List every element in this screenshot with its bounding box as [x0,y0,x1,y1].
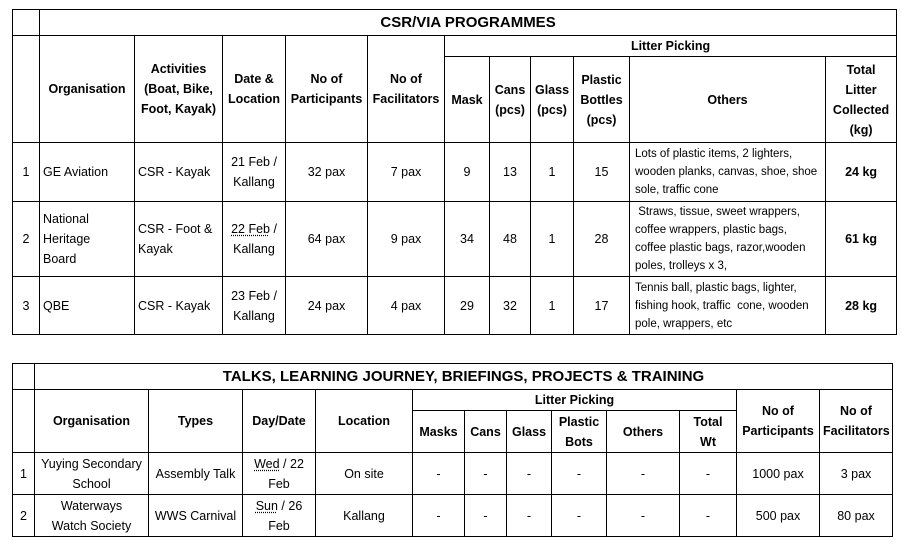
csr-header-no [13,36,40,143]
total-litter-cell: 28 kg [826,277,897,335]
talks-header-cans: Cans [465,411,507,453]
others-cell: Tennis ball, plastic bags, lighter, fishing hook, traffic cone, wooden pole, wrappers, etc [630,277,826,335]
location-cell: On site [316,453,413,495]
row-number: 2 [13,202,40,277]
csr-header-glass: Glass (pcs) [531,57,574,143]
glass-cell: - [507,495,552,537]
row-number: 3 [13,277,40,335]
daydate-cell: Wed / 22 Feb [243,453,316,495]
total-wt-cell: - [680,453,737,495]
day-underlined: Sun [255,498,278,513]
type-cell: WWS Carnival [149,495,243,537]
location-cell: Kallang [316,495,413,537]
glass-cell: 1 [531,277,574,335]
date-location-cell: 21 Feb / Kallang [223,143,286,202]
csr-header-plastic-bottles: Plastic Bottles (pcs) [574,57,630,143]
facilitators-cell: 3 pax [820,453,893,495]
others-cell: - [607,453,680,495]
csr-header-cans: Cans (pcs) [490,57,531,143]
mask-cell: 34 [445,202,490,277]
talks-header-total-wt: Total Wt [680,411,737,453]
talks-header-daydate: Day/Date [243,390,316,453]
plastic-bottles-cell: 15 [574,143,630,202]
organisation-cell: QBE [40,277,135,335]
plastic-bottles-cell: 17 [574,277,630,335]
csr-programmes-table [12,9,897,335]
csr-header-others: Others [630,57,826,143]
cans-cell: 13 [490,143,531,202]
facilitators-cell: 80 pax [820,495,893,537]
cans-cell: 48 [490,202,531,277]
csr-header-litter-picking: Litter Picking [445,36,897,57]
talks-title-spacer [13,364,35,390]
organisation-cell: Yuying Secondary School [35,453,149,495]
table-row [13,277,897,335]
talks-header-facilitators: No of Facilitators [820,390,893,453]
participants-cell: 1000 pax [737,453,820,495]
activity-cell: CSR - Foot & Kayak [135,202,223,277]
table-row [13,202,897,277]
daydate-cell: Sun / 26 Feb [243,495,316,537]
mask-cell: 9 [445,143,490,202]
cans-cell: - [465,453,507,495]
talks-header-participants: No of Participants [737,390,820,453]
total-wt-cell: - [680,495,737,537]
row-number: 1 [13,453,35,495]
row-number: 2 [13,495,35,537]
organisation-cell: National Heritage Board [40,202,135,277]
talks-header-litter-picking: Litter Picking [413,390,737,411]
table-row [13,143,897,202]
facilitators-cell: 9 pax [368,202,445,277]
date-location-cell: 22 Feb / Kallang [223,202,286,277]
organisation-cell: Waterways Watch Society [35,495,149,537]
cans-cell: - [465,495,507,537]
organisation-cell: GE Aviation [40,143,135,202]
talks-header-location: Location [316,390,413,453]
activity-cell: CSR - Kayak [135,143,223,202]
talks-table [12,363,893,537]
plastic-bots-cell: - [552,453,607,495]
csr-header-participants: No of Participants [286,36,368,143]
date-underlined: 22 Feb [231,222,270,236]
csr-header-activities: Activities (Boat, Bike, Foot, Kayak) [135,36,223,143]
csr-header-total-litter: Total Litter Collected (kg) [826,57,897,143]
participants-cell: 64 pax [286,202,368,277]
row-number: 1 [13,143,40,202]
talks-header-others: Others [607,411,680,453]
total-litter-cell: 61 kg [826,202,897,277]
date-location-cell: 23 Feb / Kallang [223,277,286,335]
csr-title-spacer [13,10,40,36]
total-litter-cell: 24 kg [826,143,897,202]
glass-cell: - [507,453,552,495]
type-cell: Assembly Talk [149,453,243,495]
talks-table-title: TALKS, LEARNING JOURNEY, BRIEFINGS, PROJECTS & TRAINING [35,364,893,390]
plastic-bottles-cell: 28 [574,202,630,277]
others-cell: Lots of plastic items, 2 lighters, wooden planks, canvas, shoe, shoe sole, traffic cone [630,143,826,202]
talks-header-no [13,390,35,453]
csr-header-mask: Mask [445,57,490,143]
others-cell: Straws, tissue, sweet wrappers, coffee wrappers, plastic bags, coffee plastic bags, razor,wooden poles, trolleys x 3, [630,202,826,277]
talks-header-organisation: Organisation [35,390,149,453]
facilitators-cell: 7 pax [368,143,445,202]
table-row [13,495,893,537]
facilitators-cell: 4 pax [368,277,445,335]
participants-cell: 24 pax [286,277,368,335]
talks-header-types: Types [149,390,243,453]
masks-cell: - [413,453,465,495]
table-row [13,453,893,495]
talks-header-masks: Masks [413,411,465,453]
plastic-bots-cell: - [552,495,607,537]
talks-header-plastic-bots: Plastic Bots [552,411,607,453]
day-underlined: Wed [254,456,280,471]
csr-header-organisation: Organisation [40,36,135,143]
masks-cell: - [413,495,465,537]
glass-cell: 1 [531,202,574,277]
others-cell: - [607,495,680,537]
cans-cell: 32 [490,277,531,335]
mask-cell: 29 [445,277,490,335]
participants-cell: 500 pax [737,495,820,537]
csr-header-date: Date & Location [223,36,286,143]
talks-header-glass: Glass [507,411,552,453]
csr-table-title: CSR/VIA PROGRAMMES [40,10,897,36]
participants-cell: 32 pax [286,143,368,202]
csr-header-facilitators: No of Facilitators [368,36,445,143]
activity-cell: CSR - Kayak [135,277,223,335]
glass-cell: 1 [531,143,574,202]
